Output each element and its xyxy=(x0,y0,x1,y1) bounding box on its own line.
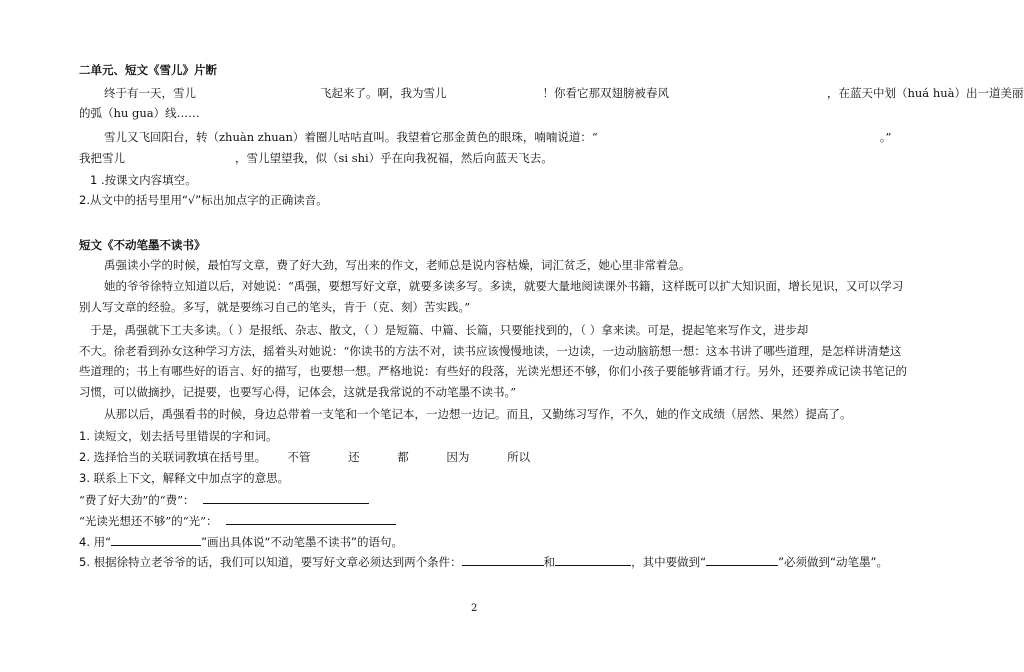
section1-question2: 2.从文中的括号里用“√”标出加点字的正确读音。 xyxy=(79,193,328,207)
section2-question2 xyxy=(79,448,530,466)
question5-part-d: ”必须做到“动笔墨”。 xyxy=(778,555,888,569)
section2-para3-line2: 不大。徐老看到孙女这种学习方法，摇着头对她说：“你读书的方法不对，读书应该慢慢地读，一边读，一边动脑筋想一想：这本书讲了哪些道理，是怎样讲清楚这 xyxy=(79,344,902,358)
section2-para1: 禹强读小学的时候，最怕写文章，费了好大劲，写出来的作文，老师总是说内容枯燥，词汇贫乏，她心里非常着急。 xyxy=(104,258,691,272)
section1-question1: 1 .按课文内容填空。 xyxy=(90,173,197,187)
question5-part-a: 5. 根据徐特立老爷爷的话，我们可以知道，要写好文章必须达到两个条件： xyxy=(79,555,462,569)
line1-part-c: ！你看它那双翅膀被春风 xyxy=(542,86,669,100)
section2-para2-line2: 别人写文章的经验。多写，就是要练习自己的笔头，肯于（克、刻）苦实践。” xyxy=(79,300,471,314)
line1-part-d: ，在蓝天中划（huá huà）出一道美丽 xyxy=(827,86,1024,100)
line3-part-b: 。” xyxy=(879,130,892,144)
question5-part-b: 和 xyxy=(543,555,556,569)
question4-part-a: 4. 用“ xyxy=(79,535,112,549)
line4-part-b: ，雪儿望望我，似（si shi）乎在向我祝福，然后向蓝天飞去。 xyxy=(235,151,553,165)
answer-blank[interactable] xyxy=(203,492,369,504)
section2-para2-line1: 她的爷爷徐特立知道以后，对她说：“禹强，要想写好文章，就要多读多写。多读，就要大量地阅读课外书籍，这样既可以扩大知识面，增长见识，又可以学习 xyxy=(104,279,904,293)
section1-line2: 的弧（hu gua）线…… xyxy=(79,106,200,120)
section2-question5 xyxy=(79,553,888,571)
question2-text: 2. 选择恰当的关联词教填在括号里。 xyxy=(79,450,267,464)
section1-line3 xyxy=(104,128,891,146)
question3-item-b xyxy=(79,512,396,530)
line1-part-a: 终于有一天，雪儿 xyxy=(104,86,196,100)
section2-para3-line4: 习惯，可以做摘抄，记提要，也要写心得，记体会，这就是我常说的不动笔墨不读书。” xyxy=(79,385,517,399)
section2-question1: 1. 读短文，划去括号里错误的字和词。 xyxy=(79,429,278,443)
conjunction-word: 所以 xyxy=(507,450,531,464)
section2-para3-line1: 于是，禹强就下工夫多读。（ ）是报纸、杂志、散文，（ ）是短篇、中篇、长篇，只要能找到的，（ ）拿来读。可是，提起笔来写作文，进步却 xyxy=(90,323,809,337)
answer-blank[interactable] xyxy=(226,513,396,525)
conjunction-word: 因为 xyxy=(446,450,470,464)
section2-question3: 3. 联系上下文，解释文中加点字的意思。 xyxy=(79,471,290,485)
section1-line1 xyxy=(104,84,1024,102)
question3-item-a-label: “费了好大劲”的“费”： xyxy=(79,493,195,507)
conjunction-word: 还 xyxy=(348,450,360,464)
question5-part-c: ，其中要做到“ xyxy=(631,555,707,569)
question3-item-a xyxy=(79,491,369,509)
line3-part-a: 雪儿又飞回阳台，转（zhuàn zhuan）着圈儿咕咕直叫。我望着它那金黄色的眼珠，喃喃说道：“ xyxy=(104,130,598,144)
answer-blank[interactable] xyxy=(462,554,544,566)
conjunction-word: 不管 xyxy=(287,450,311,464)
answer-blank[interactable] xyxy=(706,554,778,566)
answer-blank[interactable] xyxy=(555,554,631,566)
underline-sample xyxy=(111,534,201,546)
question3-item-b-label: “光读光想还不够”的“光”： xyxy=(79,514,218,528)
line1-part-b: 飞起来了。啊，我为雪儿 xyxy=(320,86,447,100)
section2-para4: 从那以后，禹强看书的时候，身边总带着一支笔和一个笔记本，一边想一边记。而且，又勤练习写作，不久，她的作文成绩（居然、果然）提高了。 xyxy=(104,407,852,421)
page-number: 2 xyxy=(471,603,478,614)
question4-part-b: ”画出具体说“不动笔墨不读书”的语句。 xyxy=(201,535,403,549)
line4-part-a: 我把雪儿 xyxy=(79,151,125,165)
section1-line4 xyxy=(79,149,553,167)
section1-title: 二单元、短文《雪儿》片断 xyxy=(79,63,217,77)
section2-question4 xyxy=(79,533,403,551)
section2-title: 短文《不动笔墨不读书》 xyxy=(79,238,206,252)
conjunction-word: 都 xyxy=(397,450,409,464)
section2-para3-line3: 些道理的；书上有哪些好的语言、好的描写，也要想一想。严格地说：有些好的段落，光读光想还不够，你们小孩子要能够背诵才行。另外，还要养成记读书笔记的 xyxy=(79,364,907,378)
